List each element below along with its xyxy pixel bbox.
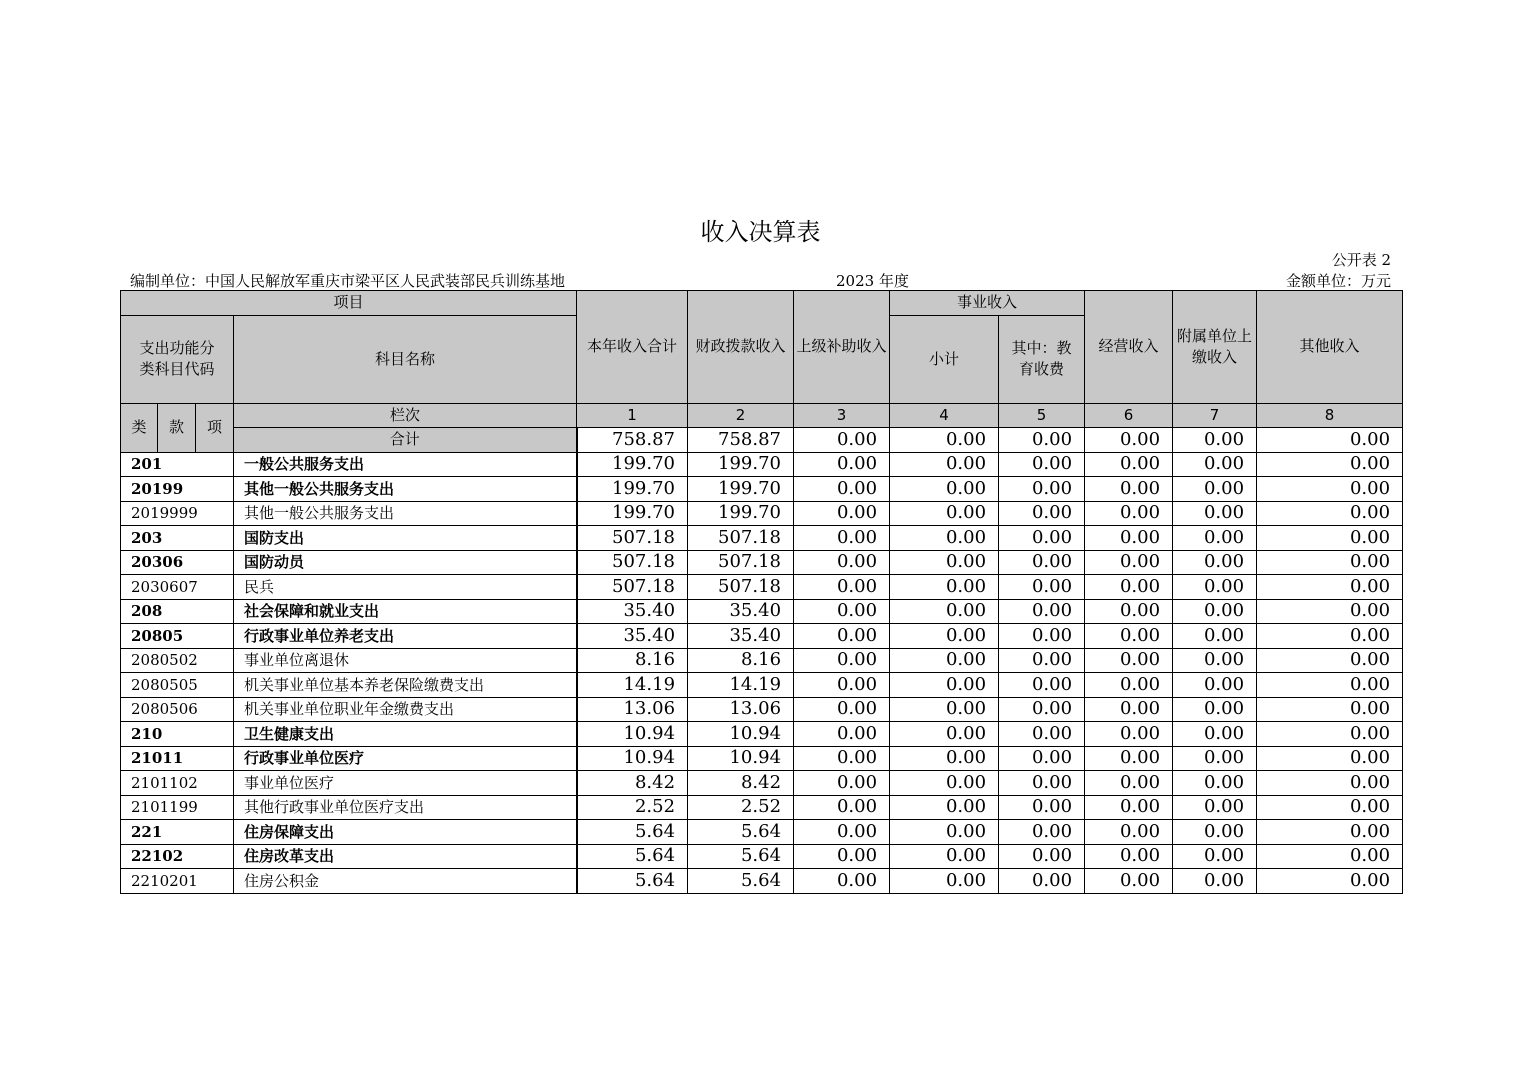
subject-name: 机关事业单位基本养老保险缴费支出 [234,673,577,698]
subject-code: 2080502 [121,648,234,673]
amount-cell: 0.00 [1257,771,1403,796]
table-row [121,820,1403,845]
total-cell: 0.00 [794,428,890,453]
amount-cell: 0.00 [999,673,1085,698]
amount-cell: 0.00 [1085,648,1173,673]
amount-cell: 507.18 [577,575,688,600]
total-label: 合计 [234,428,577,453]
amount-cell: 0.00 [794,452,890,477]
amount-cell: 507.18 [688,575,794,600]
amount-cell: 0.00 [794,869,890,894]
amount-cell: 0.00 [1085,722,1173,747]
amount-cell: 0.00 [1173,575,1257,600]
amount-cell: 0.00 [1257,722,1403,747]
amount-cell: 5.64 [577,869,688,894]
amount-cell: 0.00 [1173,844,1257,869]
amount-cell: 0.00 [794,844,890,869]
amount-cell: 14.19 [577,673,688,698]
amount-cell: 5.64 [688,869,794,894]
amount-cell: 0.00 [1257,526,1403,551]
amount-cell: 5.64 [688,844,794,869]
header-column-order: 栏次 [234,403,577,428]
subject-code: 221 [121,820,234,845]
amount-cell: 5.64 [577,820,688,845]
amount-cell: 0.00 [1257,624,1403,649]
table-row [121,673,1403,698]
amount-cell: 8.16 [577,648,688,673]
amount-cell: 0.00 [1257,820,1403,845]
amount-cell: 0.00 [1085,844,1173,869]
amount-cell: 35.40 [688,624,794,649]
header-superior-subsidy: 上级补助收入 [794,291,890,404]
amount-cell: 0.00 [1173,746,1257,771]
amount-cell: 0.00 [1173,501,1257,526]
amount-cell: 199.70 [688,452,794,477]
page-title: 收入决算表 [700,218,821,246]
subject-code: 2019999 [121,501,234,526]
table-row [121,795,1403,820]
subject-name: 事业单位离退休 [234,648,577,673]
subject-name: 一般公共服务支出 [234,452,577,477]
amount-cell: 0.00 [890,697,999,722]
subject-code: 203 [121,526,234,551]
amount-cell: 199.70 [577,501,688,526]
amount-cell: 0.00 [1257,869,1403,894]
subject-code: 2101199 [121,795,234,820]
amount-cell: 0.00 [1173,771,1257,796]
subject-name: 卫生健康支出 [234,722,577,747]
amount-cell: 10.94 [688,722,794,747]
amount-cell: 0.00 [1257,648,1403,673]
amount-cell: 0.00 [890,575,999,600]
subject-code: 2080505 [121,673,234,698]
amount-cell: 0.00 [794,820,890,845]
header-function-code: 支出功能分类科目代码 [121,315,234,403]
amount-cell: 0.00 [1085,624,1173,649]
amount-cell: 0.00 [1173,599,1257,624]
amount-cell: 0.00 [999,550,1085,575]
subject-name: 国防动员 [234,550,577,575]
amount-cell: 0.00 [1173,624,1257,649]
amount-cell: 13.06 [688,697,794,722]
subject-name: 其他一般公共服务支出 [234,477,577,502]
total-cell: 0.00 [999,428,1085,453]
total-cell: 0.00 [1085,428,1173,453]
header-subject-name: 科目名称 [234,315,577,403]
amount-cell: 199.70 [577,477,688,502]
amount-cell: 0.00 [1085,771,1173,796]
amount-cell: 0.00 [1173,795,1257,820]
amount-cell: 0.00 [1257,452,1403,477]
amount-cell: 199.70 [688,477,794,502]
amount-cell: 0.00 [1085,477,1173,502]
subject-code: 22102 [121,844,234,869]
amount-cell: 10.94 [577,722,688,747]
amount-cell: 0.00 [999,795,1085,820]
table-row [121,575,1403,600]
table-row [121,648,1403,673]
amount-cell: 0.00 [1257,673,1403,698]
amount-cell: 0.00 [1085,575,1173,600]
subject-code: 208 [121,599,234,624]
column-number: 3 [794,403,890,428]
amount-cell: 13.06 [577,697,688,722]
amount-cell: 0.00 [999,452,1085,477]
amount-cell: 0.00 [794,501,890,526]
amount-cell: 0.00 [1173,526,1257,551]
amount-cell: 0.00 [890,771,999,796]
amount-cell: 0.00 [794,722,890,747]
fiscal-year: 2023 年度 [836,272,909,290]
subject-name: 住房改革支出 [234,844,577,869]
amount-cell: 0.00 [1173,869,1257,894]
table-row [121,526,1403,551]
amount-cell: 0.00 [1085,550,1173,575]
table-row [121,844,1403,869]
table-row [121,771,1403,796]
amount-cell: 0.00 [999,844,1085,869]
table-row [121,452,1403,477]
column-number: 6 [1085,403,1173,428]
amount-unit: 金额单位：万元 [1285,272,1391,290]
amount-cell: 0.00 [890,673,999,698]
amount-cell: 0.00 [999,771,1085,796]
amount-cell: 507.18 [688,526,794,551]
amount-cell: 0.00 [890,526,999,551]
amount-cell: 507.18 [577,526,688,551]
amount-cell: 10.94 [577,746,688,771]
amount-cell: 0.00 [1257,795,1403,820]
amount-cell: 0.00 [794,550,890,575]
subject-code: 20805 [121,624,234,649]
total-cell: 758.87 [577,428,688,453]
amount-cell: 0.00 [999,477,1085,502]
amount-cell: 8.42 [577,771,688,796]
subject-name: 住房保障支出 [234,820,577,845]
subject-name: 国防支出 [234,526,577,551]
amount-cell: 35.40 [577,624,688,649]
amount-cell: 0.00 [1085,795,1173,820]
subject-code: 201 [121,452,234,477]
column-number: 5 [999,403,1085,428]
amount-cell: 8.16 [688,648,794,673]
subject-name: 住房公积金 [234,869,577,894]
header-operating-income: 经营收入 [1085,291,1173,404]
amount-cell: 2.52 [577,795,688,820]
amount-cell: 2.52 [688,795,794,820]
amount-cell: 0.00 [1257,550,1403,575]
amount-cell: 0.00 [1173,477,1257,502]
amount-cell: 0.00 [890,795,999,820]
amount-cell: 8.42 [688,771,794,796]
amount-cell: 0.00 [999,501,1085,526]
subject-code: 20199 [121,477,234,502]
amount-cell: 0.00 [794,526,890,551]
amount-cell: 0.00 [1085,869,1173,894]
amount-cell: 0.00 [794,673,890,698]
amount-cell: 0.00 [890,550,999,575]
subject-code: 210 [121,722,234,747]
amount-cell: 0.00 [999,820,1085,845]
amount-cell: 199.70 [577,452,688,477]
income-final-accounts-table [120,290,1403,894]
subject-name: 民兵 [234,575,577,600]
amount-cell: 0.00 [999,869,1085,894]
amount-cell: 0.00 [890,477,999,502]
subject-name: 行政事业单位医疗 [234,746,577,771]
amount-cell: 0.00 [890,648,999,673]
table-row [121,599,1403,624]
amount-cell: 0.00 [890,869,999,894]
total-cell: 0.00 [890,428,999,453]
amount-cell: 0.00 [890,452,999,477]
header-kuan: 款 [158,403,196,452]
amount-cell: 0.00 [1085,452,1173,477]
amount-cell: 0.00 [1085,697,1173,722]
amount-cell: 0.00 [1257,599,1403,624]
total-row [121,428,1403,453]
amount-cell: 0.00 [1257,501,1403,526]
amount-cell: 0.00 [1085,526,1173,551]
subject-name: 行政事业单位养老支出 [234,624,577,649]
table-row [121,746,1403,771]
amount-cell: 0.00 [890,746,999,771]
amount-cell: 0.00 [1257,746,1403,771]
column-number: 4 [890,403,999,428]
table-row [121,869,1403,894]
amount-cell: 0.00 [1085,673,1173,698]
compiling-unit: 编制单位：中国人民解放军重庆市梁平区人民武装部民兵训练基地 [130,272,566,290]
subject-name: 机关事业单位职业年金缴费支出 [234,697,577,722]
header-item: 项目 [121,291,577,316]
amount-cell: 0.00 [1085,599,1173,624]
header-career-subtotal: 小计 [890,315,999,403]
column-number: 7 [1173,403,1257,428]
amount-cell: 0.00 [999,526,1085,551]
amount-cell: 0.00 [1257,844,1403,869]
amount-cell: 507.18 [688,550,794,575]
amount-cell: 0.00 [999,599,1085,624]
amount-cell: 0.00 [1257,575,1403,600]
amount-cell: 5.64 [688,820,794,845]
amount-cell: 0.00 [1173,452,1257,477]
amount-cell: 507.18 [577,550,688,575]
amount-cell: 0.00 [890,722,999,747]
table-row [121,722,1403,747]
amount-cell: 0.00 [1173,722,1257,747]
amount-cell: 0.00 [794,575,890,600]
subject-name: 社会保障和就业支出 [234,599,577,624]
amount-cell: 0.00 [890,624,999,649]
amount-cell: 35.40 [577,599,688,624]
amount-cell: 0.00 [1173,550,1257,575]
header-fiscal-appropriation: 财政拨款收入 [688,291,794,404]
amount-cell: 0.00 [1085,820,1173,845]
header-lei: 类 [121,403,158,452]
amount-cell: 0.00 [794,697,890,722]
amount-cell: 0.00 [999,624,1085,649]
total-cell: 0.00 [1173,428,1257,453]
amount-cell: 0.00 [794,624,890,649]
amount-cell: 0.00 [999,697,1085,722]
table-number: 公开表 2 [1331,251,1391,269]
amount-cell: 0.00 [999,648,1085,673]
amount-cell: 0.00 [794,599,890,624]
amount-cell: 0.00 [1173,820,1257,845]
subject-code: 2101102 [121,771,234,796]
amount-cell: 0.00 [1257,697,1403,722]
header-education-fees: 其中：教育收费 [999,315,1085,403]
amount-cell: 0.00 [999,722,1085,747]
table-row [121,501,1403,526]
amount-cell: 0.00 [890,820,999,845]
amount-cell: 0.00 [794,795,890,820]
amount-cell: 0.00 [1173,697,1257,722]
amount-cell: 0.00 [890,844,999,869]
subject-code: 21011 [121,746,234,771]
amount-cell: 5.64 [577,844,688,869]
table-row [121,550,1403,575]
subject-code: 20306 [121,550,234,575]
table-row [121,624,1403,649]
subject-code: 2080506 [121,697,234,722]
amount-cell: 0.00 [999,746,1085,771]
header-affiliated-income: 附属单位上缴收入 [1173,291,1257,404]
table-row [121,697,1403,722]
header-other-income: 其他收入 [1257,291,1403,404]
amount-cell: 0.00 [794,771,890,796]
amount-cell: 10.94 [688,746,794,771]
amount-cell: 0.00 [1085,501,1173,526]
subject-name: 事业单位医疗 [234,771,577,796]
amount-cell: 14.19 [688,673,794,698]
amount-cell: 0.00 [890,501,999,526]
amount-cell: 0.00 [890,599,999,624]
amount-cell: 0.00 [999,575,1085,600]
subject-name: 其他一般公共服务支出 [234,501,577,526]
amount-cell: 0.00 [1173,648,1257,673]
total-cell: 758.87 [688,428,794,453]
header-xiang: 项 [196,403,234,452]
amount-cell: 0.00 [794,477,890,502]
table-row [121,477,1403,502]
header-total-income: 本年收入合计 [577,291,688,404]
amount-cell: 35.40 [688,599,794,624]
amount-cell: 199.70 [688,501,794,526]
subject-code: 2030607 [121,575,234,600]
total-cell: 0.00 [1257,428,1403,453]
amount-cell: 0.00 [794,746,890,771]
amount-cell: 0.00 [794,648,890,673]
subject-code: 2210201 [121,869,234,894]
column-number: 8 [1257,403,1403,428]
amount-cell: 0.00 [1257,477,1403,502]
column-number: 2 [688,403,794,428]
amount-cell: 0.00 [1085,746,1173,771]
subject-name: 其他行政事业单位医疗支出 [234,795,577,820]
header-career-income: 事业收入 [890,291,1085,316]
amount-cell: 0.00 [1173,673,1257,698]
column-number: 1 [577,403,688,428]
